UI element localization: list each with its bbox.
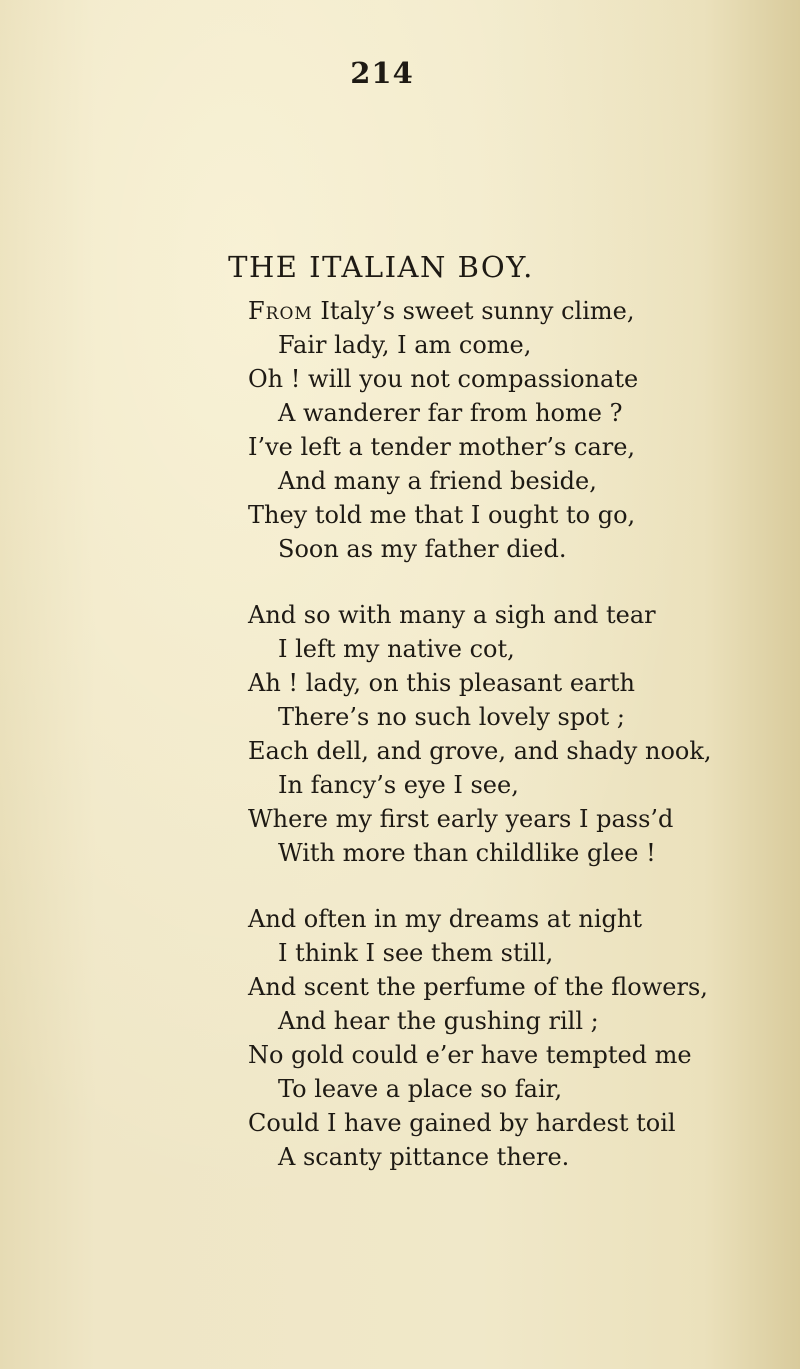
poem-line: And hear the gushing rill ;: [278, 1007, 599, 1035]
stanza-3: [248, 902, 793, 1174]
poem-title: THE ITALIAN BOY.: [228, 250, 534, 284]
line-text: Italy’s sweet sunny clime,: [312, 297, 635, 325]
poem-line: I think I see them still,: [278, 939, 554, 967]
poem-line: Where my first early years I pass’d: [248, 805, 674, 833]
poem-line: Fair lady, I am come,: [278, 331, 532, 359]
poem-line: To leave a place so fair,: [278, 1075, 563, 1103]
drop-word: From: [248, 297, 313, 325]
poem-line: They told me that I ought to go,: [248, 501, 636, 529]
poem-line: No gold could e’er have tempted me: [248, 1041, 692, 1069]
stanza-2: [248, 598, 793, 870]
poem-line: A wanderer far from home ?: [278, 399, 623, 427]
poem-line: Each dell, and grove, and shady nook,: [248, 737, 712, 765]
poem-line: A scanty pittance there.: [278, 1143, 570, 1171]
poem-line: And many a friend beside,: [278, 467, 597, 495]
poem-body: [248, 294, 793, 1206]
poem-line: In fancy’s eye I see,: [278, 771, 519, 799]
poem-line: And scent the perfume of the flowers,: [248, 973, 708, 1001]
poem-line: I’ve left a tender mother’s care,: [248, 433, 636, 461]
stanza-1: [248, 294, 793, 566]
poem-line: There’s no such lovely spot ;: [278, 703, 625, 731]
poem-line: Ah ! lady, on this pleasant earth: [248, 669, 635, 697]
poem-line: [248, 294, 793, 328]
poem-line: Oh ! will you not compassionate: [248, 365, 639, 393]
poem-line: And so with many a sigh and tear: [248, 601, 656, 629]
page-number: 214: [350, 56, 414, 90]
poem-line: Soon as my father died.: [278, 535, 567, 563]
poem-line: And often in my dreams at night: [248, 905, 642, 933]
poem-line: I left my native cot,: [278, 635, 515, 663]
poem-line: Could I have gained by hardest toil: [248, 1109, 676, 1137]
poem-line: With more than childlike glee !: [278, 839, 656, 867]
